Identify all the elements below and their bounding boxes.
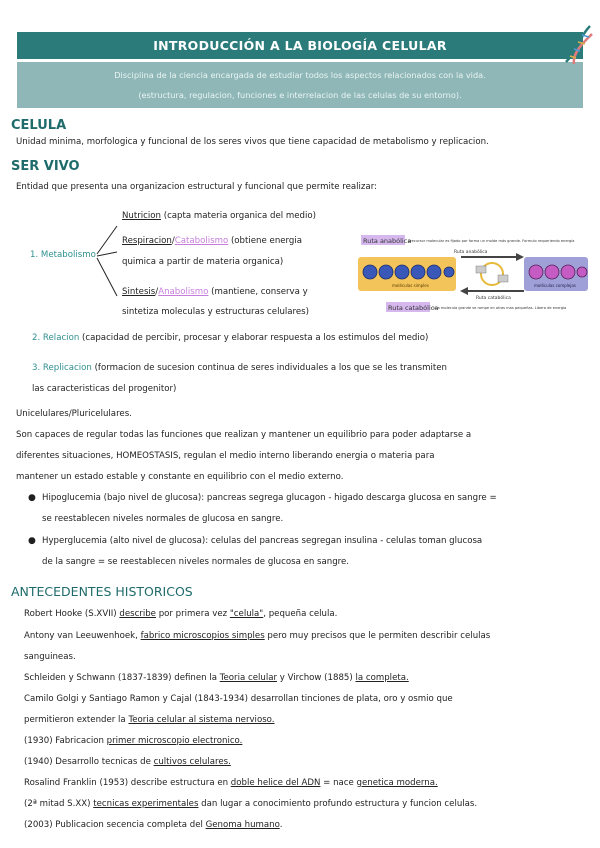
leeu-a: Antony van Leeuwenhoek, <box>24 631 141 641</box>
hooke-a: Robert Hooke (S.XVII) <box>24 609 120 619</box>
sxx-c: dan lugar a conocimiento profundo estructura y funcion celulas. <box>198 799 478 809</box>
homeostasis-line-3: diferentes situaciones, HOMEOSTASIS, regulan el medio interno liberando energia o materia para <box>16 451 435 461</box>
leeuwenhoek-line-2: sanguineas. <box>24 652 76 662</box>
sxx-b: tecnicas experimentales <box>93 799 199 809</box>
right-box-label: moléculas complejas <box>534 283 576 288</box>
hooke-e: , pequeña celula. <box>263 609 338 619</box>
franklin-a: Rosalind Franklin (1953) describe estructura en <box>24 778 231 788</box>
sch-d: la completa. <box>355 673 409 683</box>
y1930-a: (1930) Fabricacion <box>24 736 107 746</box>
sintesis-desc-2: sintetiza moleculas y estructuras celulares) <box>122 307 310 317</box>
golgi-line-2 <box>24 710 275 731</box>
golgi-b: permitieron extender la <box>24 715 129 725</box>
leeu-b: fabrico microscopios simples <box>140 631 265 641</box>
hipoglucemia-line-1: Hipoglucemia (bajo nivel de glucosa): pancreas segrega glucagon - higado descarga glucosa en sangre = <box>42 493 497 503</box>
anabolismo-term: Anabolismo <box>158 287 209 297</box>
y1930-b: primer microscopio electronico. <box>106 736 243 746</box>
leeu-c: pero muy precisos que le permiten describir celulas <box>264 631 491 641</box>
franklin-c: = nace <box>320 778 357 788</box>
celula-definition: Unidad minima, morfologica y funcional de los seres vivos que tiene capacidad de metabolismo y replicacion. <box>16 137 489 147</box>
hyperglucemia-line-1: Hyperglucemia (alto nivel de glucosa): celulas del pancreas segregan insulina - celulas toman glucosa <box>42 536 483 546</box>
hipoglucemia-line-2: se reestablecen niveles normales de glucosa en sangre. <box>42 514 284 524</box>
y2003-line <box>24 815 282 836</box>
definition-box <box>17 62 583 108</box>
franklin-line <box>24 773 438 794</box>
y1940-b: cultivos celulares. <box>153 757 231 767</box>
hooke-c: por primera vez <box>155 609 230 619</box>
leeuwenhoek-line <box>24 626 490 647</box>
golgi-c: Teoria celular al sistema nervioso. <box>128 715 275 725</box>
definition-line-2: (estructura, regulacion, funciones e interrelacion de las celulas de su entorno). <box>138 90 462 100</box>
respiracion-line <box>122 231 357 252</box>
ruta-catabolica-title: Ruta catabólica <box>388 304 439 312</box>
heading-ser-vivo: SER VIVO <box>11 159 80 174</box>
nutricion-desc: (capta materia organica del medio) <box>160 211 316 221</box>
sch-a: Schleiden y Schwann (1837-1839) definen la <box>24 673 220 683</box>
golgi-line-1: Camilo Golgi y Santiago Ramon y Cajal (1843-1934) desarrollan tinciones de plata, oro y osmio que <box>24 694 453 704</box>
ruta-catabolica-small: Ruta catabólica <box>476 296 511 301</box>
y1940-line <box>24 752 231 773</box>
y2003-a: (2003) Publicacion secencia completa del <box>24 820 206 830</box>
sch-c: y Virchow (1885) <box>277 673 356 683</box>
unicelulares-line: Unicelulares/Pluricelulares. <box>16 409 132 419</box>
homeostasis-line-4: mantener un estado estable y constante en equilibrio con el medio externo. <box>16 472 344 482</box>
left-box-label: moléculas simples <box>392 283 429 288</box>
y1940-a: (1940) Desarrollo tecnicas de <box>24 757 154 767</box>
bullet-dot-1: ● <box>28 493 36 503</box>
sch-b: Teoria celular <box>219 673 278 683</box>
respiracion-term: Respiracion <box>122 236 172 246</box>
hooke-b: describe <box>119 609 156 619</box>
page-title: INTRODUCCIÓN A LA BIOLOGÍA CELULAR <box>17 32 583 59</box>
y1930-line <box>24 731 242 752</box>
nutricion-line <box>122 206 316 227</box>
sintesis-term: Sintesis <box>122 287 156 297</box>
replicacion-desc-1: (formacion de sucesion continua de seres individuales a los que se les transmiten <box>91 363 447 373</box>
replicacion-desc-2: las caracteristicas del progenitor) <box>32 384 177 394</box>
ruta-catabolica-desc: una molecula grande se rompe en otras mas pequeñas. Libera de energía <box>433 306 567 310</box>
homeostasis-line-2: Son capaces de regular todas las funciones que realizan y mantener un equilibrio para poder adaptarse a <box>16 430 472 440</box>
franklin-b: doble helice del ADN <box>230 778 321 788</box>
heading-celula: CELULA <box>11 118 67 133</box>
branch-lines <box>95 218 125 303</box>
metabolismo-label: 1. Metabolismo <box>30 250 96 260</box>
ser-vivo-intro: Entidad que presenta una organizacion estructural y funcional que permite realizar: <box>16 182 377 192</box>
sintesis-desc-1: (mantiene, conserva y <box>208 287 308 297</box>
hyperglucemia-line-2: de la sangre = se reestablecen niveles normales de glucosa en sangre. <box>42 557 350 567</box>
catabolismo-term: Catabolismo <box>174 236 229 246</box>
relacion-desc: (capacidad de percibir, procesar y elaborar respuesta a los estimulos del medio) <box>79 333 429 343</box>
ruta-anabolica-small: Ruta anabólica <box>454 250 488 255</box>
y2003-c: . <box>279 820 283 830</box>
respiracion-desc-1: (obtiene energia <box>228 236 303 246</box>
definition-line-1: Disciplina de la ciencia encargada de estudiar todos los aspectos relacionados con la vida. <box>114 70 486 80</box>
replicacion-line <box>32 358 447 379</box>
bullet-dot-2: ● <box>28 536 36 546</box>
ruta-anabolica-desc: precursor molecular es fijado por forma un molde más grande. Formulo requeriendo energía <box>408 239 575 243</box>
slash-2: / <box>155 287 159 297</box>
nutricion-term: Nutricion <box>122 211 161 221</box>
ruta-anabolica-title: Ruta anabólica <box>363 237 412 245</box>
schleiden-line <box>24 668 409 689</box>
replicacion-num: 3. Replicacion <box>32 363 92 373</box>
hooke-d: "celula" <box>229 609 264 619</box>
sxx-line <box>24 794 477 815</box>
franklin-d: genetica moderna. <box>356 778 438 788</box>
hooke-line <box>24 604 337 625</box>
sintesis-line <box>122 282 357 303</box>
heading-antecedentes: ANTECEDENTES HISTORICOS <box>11 584 193 599</box>
y2003-b: Genoma humano <box>205 820 280 830</box>
sxx-a: (2ª mitad S.XX) <box>24 799 94 809</box>
dna-helix-icon <box>562 22 594 66</box>
relacion-line <box>32 328 428 349</box>
relacion-num: 2. Relacion <box>32 333 80 343</box>
metabolism-diagram <box>356 233 590 313</box>
slash: / <box>171 236 175 246</box>
respiracion-desc-2: quimica a partir de materia organica) <box>122 257 284 267</box>
